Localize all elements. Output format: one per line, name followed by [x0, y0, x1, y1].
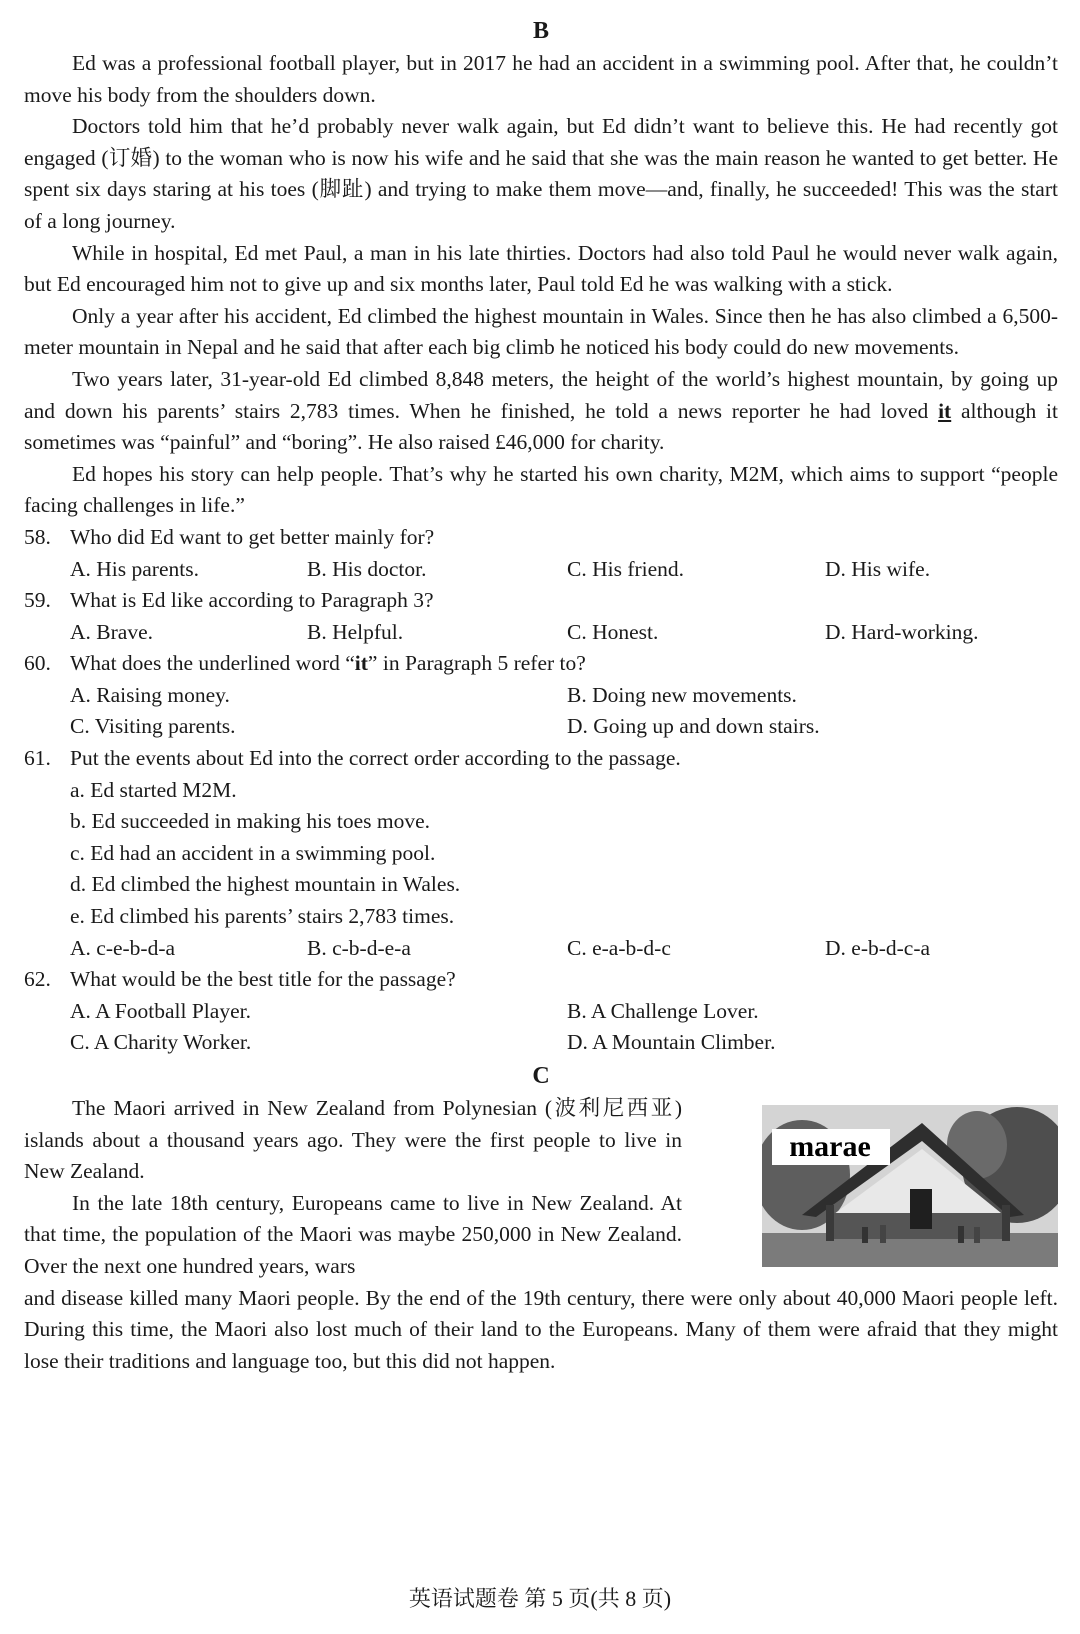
option-d: D. e-b-d-c-a [825, 935, 931, 960]
option-c: C. Honest. [567, 619, 659, 644]
passage-c [24, 1093, 1058, 1377]
option-d: D. Going up and down stairs. [567, 714, 820, 739]
marae-label: marae [789, 1130, 871, 1163]
option-d: D. His wife. [825, 556, 931, 581]
section-c-label: C [532, 1063, 550, 1089]
passage-b-paragraph-1: Ed was a professional football player, but in 2017 he had an accident in a swimming pool. After that, he couldn’t move his body from the shoulders down. [24, 51, 1058, 107]
question-number: 60. [24, 651, 51, 676]
option-b: B. Helpful. [307, 619, 404, 644]
option-d: D. Hard-working. [825, 619, 979, 644]
passage-b-paragraph-5 [24, 364, 1058, 459]
question-59 [24, 585, 1058, 648]
exam-page [24, 14, 1058, 1377]
question-number: 58. [24, 524, 51, 549]
question-stem: What would be the best title for the passage? [70, 967, 456, 992]
passage-c-paragraph-1: The Maori arrived in New Zealand from Polynesian (波利尼西亚) islands about a thousand years ago. They were the first people to live in New Zealand. [24, 1096, 682, 1184]
option-b: B. Doing new movements. [567, 682, 797, 707]
option-a: A. c-e-b-d-a [70, 935, 176, 960]
event-list [24, 775, 1058, 933]
option-c: C. Visiting parents. [70, 714, 236, 739]
option-a: A. His parents. [70, 556, 199, 581]
question-number: 59. [24, 588, 51, 613]
question-stem: Put the events about Ed into the correct order according to the passage. [70, 746, 681, 771]
para5-text-after: although it sometimes was “painful” and “boring”. He also raised £46,000 for charity. [24, 398, 1058, 455]
question-number: 62. [24, 967, 51, 992]
question-number: 61. [24, 746, 51, 771]
passage-b-paragraph-6: Ed hopes his story can help people. That’s why he started his own charity, M2M, which aims to support “people facing challenges in life.” [24, 461, 1058, 518]
passage-b-paragraph-4: Only a year after his accident, Ed climbed the highest mountain in Wales. Since then he has also climbed a 6,500-meter mountain in Nepal and he said that after each big climb he noticed his body could do new movements. [24, 303, 1058, 360]
passage-c-paragraph-2-bottom: and disease killed many Maori people. By the end of the 19th century, there were only about 40,000 Maori people left. During this time, the Maori also lost much of their land to the Europeans. Many of them were afraid that they might lose their traditions and language too, but this did not happen. [24, 1285, 1058, 1373]
marae-photo [762, 1105, 1058, 1267]
page-footer: 英语试题卷 第 5 页(共 8 页) [408, 1586, 672, 1611]
passage-b-paragraph-3: While in hospital, Ed met Paul, a man in his late thirties. Doctors had also told Paul he would never walk again, but Ed encouraged him not to give up and six months later, Paul told Ed he was walking with a stick. [24, 240, 1058, 297]
question-stem-before: What does the underlined word “ [70, 651, 355, 676]
marae-house-illustration [762, 1105, 1058, 1267]
event-e: e. Ed climbed his parents’ stairs 2,783 times. [70, 904, 455, 929]
option-a: A. Raising money. [70, 682, 230, 707]
option-b: B. His doctor. [307, 556, 427, 581]
option-a: A. Brave. [70, 619, 153, 644]
passage-c-paragraph-2-top: In the late 18th century, Europeans came to live in New Zealand. At that time, the population of the Maori was maybe 250,000 in New Zealand. Over the next one hundred years, wars [24, 1190, 682, 1278]
option-c: C. A Charity Worker. [70, 1030, 252, 1055]
option-a: A. A Football Player. [70, 998, 251, 1023]
event-b: b. Ed succeeded in making his toes move. [70, 809, 431, 834]
event-c: c. Ed had an accident in a swimming pool. [70, 840, 436, 865]
question-60 [24, 648, 1058, 743]
option-b: B. A Challenge Lover. [567, 998, 759, 1023]
section-b-label: B [532, 18, 549, 44]
question-stem: Who did Ed want to get better mainly for? [70, 524, 435, 549]
question-61 [24, 743, 1058, 964]
option-c: C. His friend. [567, 556, 685, 581]
event-d: d. Ed climbed the highest mountain in Wales. [70, 872, 461, 897]
question-stem: What is Ed like according to Paragraph 3? [70, 588, 434, 613]
option-d: D. A Mountain Climber. [567, 1030, 776, 1055]
para5-text-before: Two years later, 31-year-old Ed climbed 8,848 meters, the height of the world’s highest mountain, by going up and down his parents’ stairs 2,783 times. When he finished, he told a news reporter he had loved [24, 366, 1058, 423]
option-b: B. c-b-d-e-a [307, 935, 411, 960]
underlined-word-it: it [938, 398, 952, 423]
event-a: a. Ed started M2M. [70, 777, 237, 802]
question-62 [24, 964, 1058, 1059]
question-stem-word: it [354, 651, 368, 676]
passage-b-paragraph-2: Doctors told him that he’d probably never walk again, but Ed didn’t want to believe this. He had recently got engaged (订婚) to the woman who is now his wife and he said that she was the main reason he wanted to get better. He spent six days staring at his toes (脚趾) and trying to make them move—and, finally, he succeeded! This was the start of a long journey. [24, 114, 1058, 233]
question-stem-after: ” in Paragraph 5 refer to? [367, 651, 586, 676]
question-58 [24, 522, 1058, 585]
option-c: C. e-a-b-d-c [567, 935, 671, 960]
